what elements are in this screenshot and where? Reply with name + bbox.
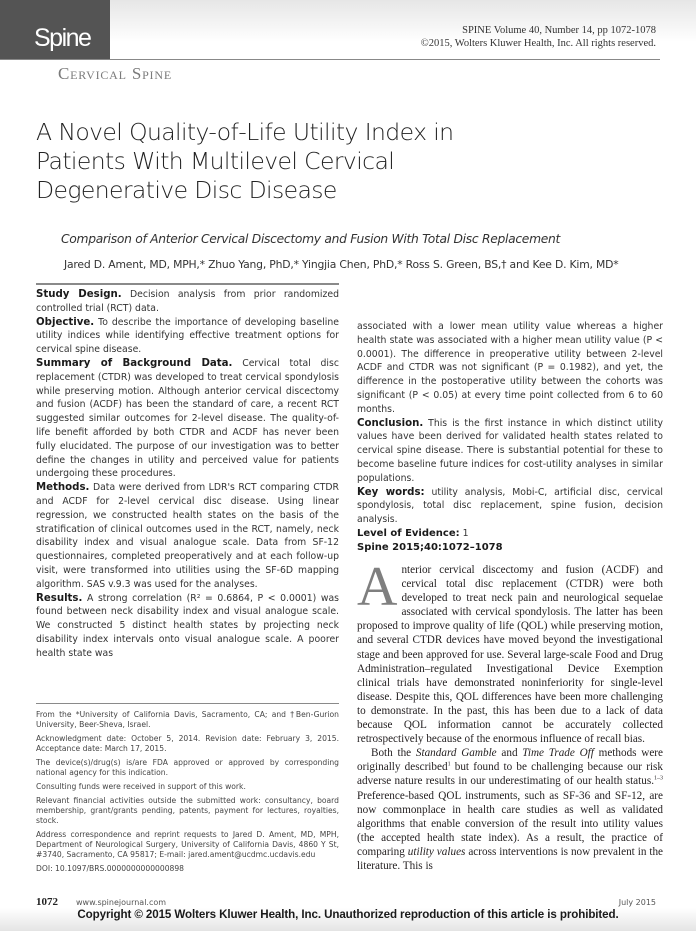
abstract-level-of-evidence xyxy=(357,527,663,541)
reference-marker[interactable]: 1 xyxy=(447,761,451,768)
abstract-column-right xyxy=(357,320,663,555)
article-subtitle: Comparison of Anterior Cervical Discectomy and Fusion With Total Disc Replacement xyxy=(61,232,561,246)
abstract-text: Data were derived from LDR's RCT comparing CTDR and ACDF for 2-level cervical disc disease. Using linear regression, we constructed health states on the basis of the stratification of clinical outcomes used in the RCT, namely, neck disability index and visual analogue scale. Data from SF-12 questionnaires, completed preoperatively and at each follow-up visit, were transformed into utilities using the SF-6D mapping algorithm. SAS v.9.3 was used for the analyses. xyxy=(36,482,339,590)
abstract-text: This is the first instance in which distinct utility values have been derived for validated health states related to cervical spine disease. There is substantial potential for these to become baseline future indices for cost-utility analyses in similar populations. xyxy=(357,417,663,484)
citation-text: Spine 2015;40:1072–1078 xyxy=(357,541,503,553)
abstract-heading: Level of Evidence: xyxy=(357,527,460,539)
copyright-notice: Copyright © 2015 Wolters Kluwer Health, Inc. Unauthorized reproduction of this article is prohibited. xyxy=(77,908,619,921)
section-label: Cervical Spine xyxy=(58,64,172,83)
affiliation-financial: Relevant financial activities outside the submitted work: consultancy, board membership, grant/grants pending, patents, payment for lectures, royalties, stock. xyxy=(36,796,339,825)
abstract-heading: Summary of Background Data. xyxy=(36,357,233,369)
journal-volume: SPINE Volume 40, Number 14, pp 1072-1078 xyxy=(462,25,656,36)
abstract-keywords xyxy=(357,486,663,527)
abstract-methods xyxy=(36,481,339,591)
abstract-text: Cervical total disc replacement (CTDR) was developed to treat cervical spondylosis while preserving motion. Although anterior cervical discectomy and fusion (ACDF) has been the standard of care, a recent RCT suggested similar outcomes for 2-level disease. The quality-of-life benefit afforded by both CTDR and ACDF has never been fully elucidated. The purpose of our investigation was to better define the changes in utility and perceived value for patients undergoing these procedures. xyxy=(36,357,339,480)
italic-term: Time Trade Off xyxy=(522,747,594,760)
abstract-text: A strong correlation (R² = 0.6864, P < 0.0001) was found between neck disability index and visual analogue scale. We constructed 5 distinct health states by projecting neck disability index intervals onto visual analogue scale. A poorer health state was xyxy=(36,592,339,659)
abstract-text: utility analysis, Mobi-C, artificial disc, cervical spondylosis, total disc replacement, spine fusion, decision analysis. xyxy=(357,486,663,526)
abstract-objective xyxy=(36,316,339,357)
abstract-text: 1 xyxy=(462,527,469,539)
article-body xyxy=(357,556,664,873)
abstract-text: To describe the importance of developing baseline utility indices while identifying effective treatment options for cervical spine disease. xyxy=(36,316,339,356)
body-paragraph xyxy=(357,556,663,746)
journal-url[interactable]: www.spinejournal.com xyxy=(76,898,167,907)
affiliations-divider xyxy=(36,703,339,704)
affiliation-device: The device(s)/drug(s) is/are FDA approved or approved by corresponding national agency for this indication. xyxy=(36,758,339,777)
article-title xyxy=(36,118,636,205)
doi-link[interactable]: DOI: 10.1097/BRS.0000000000000898 xyxy=(36,864,185,873)
affiliation-funds: Consulting funds were received in support of this work. xyxy=(36,782,246,791)
abstract-heading: Methods. xyxy=(36,482,90,494)
header-divider xyxy=(0,59,660,60)
reference-marker[interactable]: 1–3 xyxy=(654,775,663,782)
title-line: Patients With Multilevel Cervical xyxy=(36,147,395,175)
journal-rights: ©2015, Wolters Kluwer Health, Inc. All rights reserved. xyxy=(420,38,656,49)
paragraph-text: methods were originally described xyxy=(357,747,663,774)
paragraph-text: but found to be challenging because our risk adverse nature results in our underestimating of our health status. xyxy=(357,761,663,788)
abstract-results xyxy=(36,592,339,661)
abstract-text: Decision analysis from prior randomized controlled trial (RCT) data. xyxy=(36,289,339,314)
italic-term: utility values xyxy=(407,845,466,858)
body-paragraph xyxy=(357,746,663,873)
affiliation-address: Address correspondence and reprint requests to Jared D. Ament, MD, MPH, Department of Neurological Surgery, University of California Davis, 4860 Y St, #3740, Sacramento, CA 95817; E-mail: jared.ament@ucdmc.ucdavis.edu xyxy=(36,830,339,859)
title-line: A Novel Quality-of-Life Utility Index in xyxy=(36,118,454,146)
paragraph-text: across interventions is now prevalent in the literature. This is xyxy=(357,845,664,872)
affiliations-block xyxy=(36,710,339,878)
abstract-heading: Conclusion. xyxy=(357,417,424,429)
paragraph-text: nterior cervical discectomy and fusion (ACDF) and cervical total disc replacement (CTDR) were both developed to treat neck pain and neurological sequelae associated with cervical spondylosis. The latter has been proposed to improve quality of life (QOL) while preserving motion, and several CTDR devices have moved beyond the investigational stage and been approved for use. Several large-scale Food and Drug Administration–regulated Investigational Device Exemption clinical trials have demonstrated noninferiority for single-level disease. Despite this, QOL differences have been more challenging to demonstrate. In the past, this has been due to a lack of data because QOL information cannot be accurately collected retrospectively because of the enormous influence of recall bias. xyxy=(357,564,663,746)
abstract-background xyxy=(36,357,339,481)
logo-text: Spine xyxy=(34,24,91,52)
journal-logo xyxy=(0,0,110,60)
abstract-conclusion xyxy=(357,417,663,486)
abstract-heading: Key words: xyxy=(357,486,425,498)
abstract-heading: Results. xyxy=(36,592,83,604)
journal-info xyxy=(421,24,656,50)
paragraph-text: Preference-based QOL instruments, such as SF-36 and SF-12, are now commonplace in health care studies as well as validated algorithms that enable conversion of the result into utility values (the accepted health state index). As a result, the practice of comparing xyxy=(357,789,663,858)
abstract-column-left xyxy=(36,288,339,661)
abstract-heading: Objective. xyxy=(36,316,95,328)
italic-term: Standard Gamble xyxy=(415,747,497,760)
abstract-results-continued xyxy=(357,320,663,417)
abstract-text: associated with a lower mean utility value whereas a higher health state was associated with a higher mean utility value (P < 0.0001). The difference in preoperative utility between 2-level ACDF and CTDR was not significant (P = 0.1982), and yet, the difference in the postoperative utility between the cohorts was significant (P < 0.05) at every time point collected from 6 to 60 months. xyxy=(357,321,663,415)
abstract-study-design xyxy=(36,288,339,316)
affiliation-from: From the *University of California Davis, Sacramento, CA; and †Ben-Gurion University, Beer-Sheva, Israel. xyxy=(36,710,339,729)
paragraph-text: and xyxy=(496,747,523,760)
affiliation-dates: Acknowledgment date: October 5, 2014. Revision date: February 3, 2015. Acceptance date: March 17, 2015. xyxy=(36,734,339,753)
abstract-heading: Study Design. xyxy=(36,289,122,300)
page-number: 1072 xyxy=(36,896,58,908)
drop-cap: A xyxy=(357,556,398,618)
title-line: Degenerative Disc Disease xyxy=(36,176,337,204)
issue-date: July 2015 xyxy=(618,898,656,907)
abstract-divider xyxy=(36,283,339,285)
author-list: Jared D. Ament, MD, MPH,* Zhuo Yang, PhD,* Yingjia Chen, PhD,* Ross S. Green, BS,† and Kee D. Kim, MD* xyxy=(64,258,619,271)
abstract-citation xyxy=(357,541,663,555)
paragraph-text: Both the xyxy=(371,747,416,760)
